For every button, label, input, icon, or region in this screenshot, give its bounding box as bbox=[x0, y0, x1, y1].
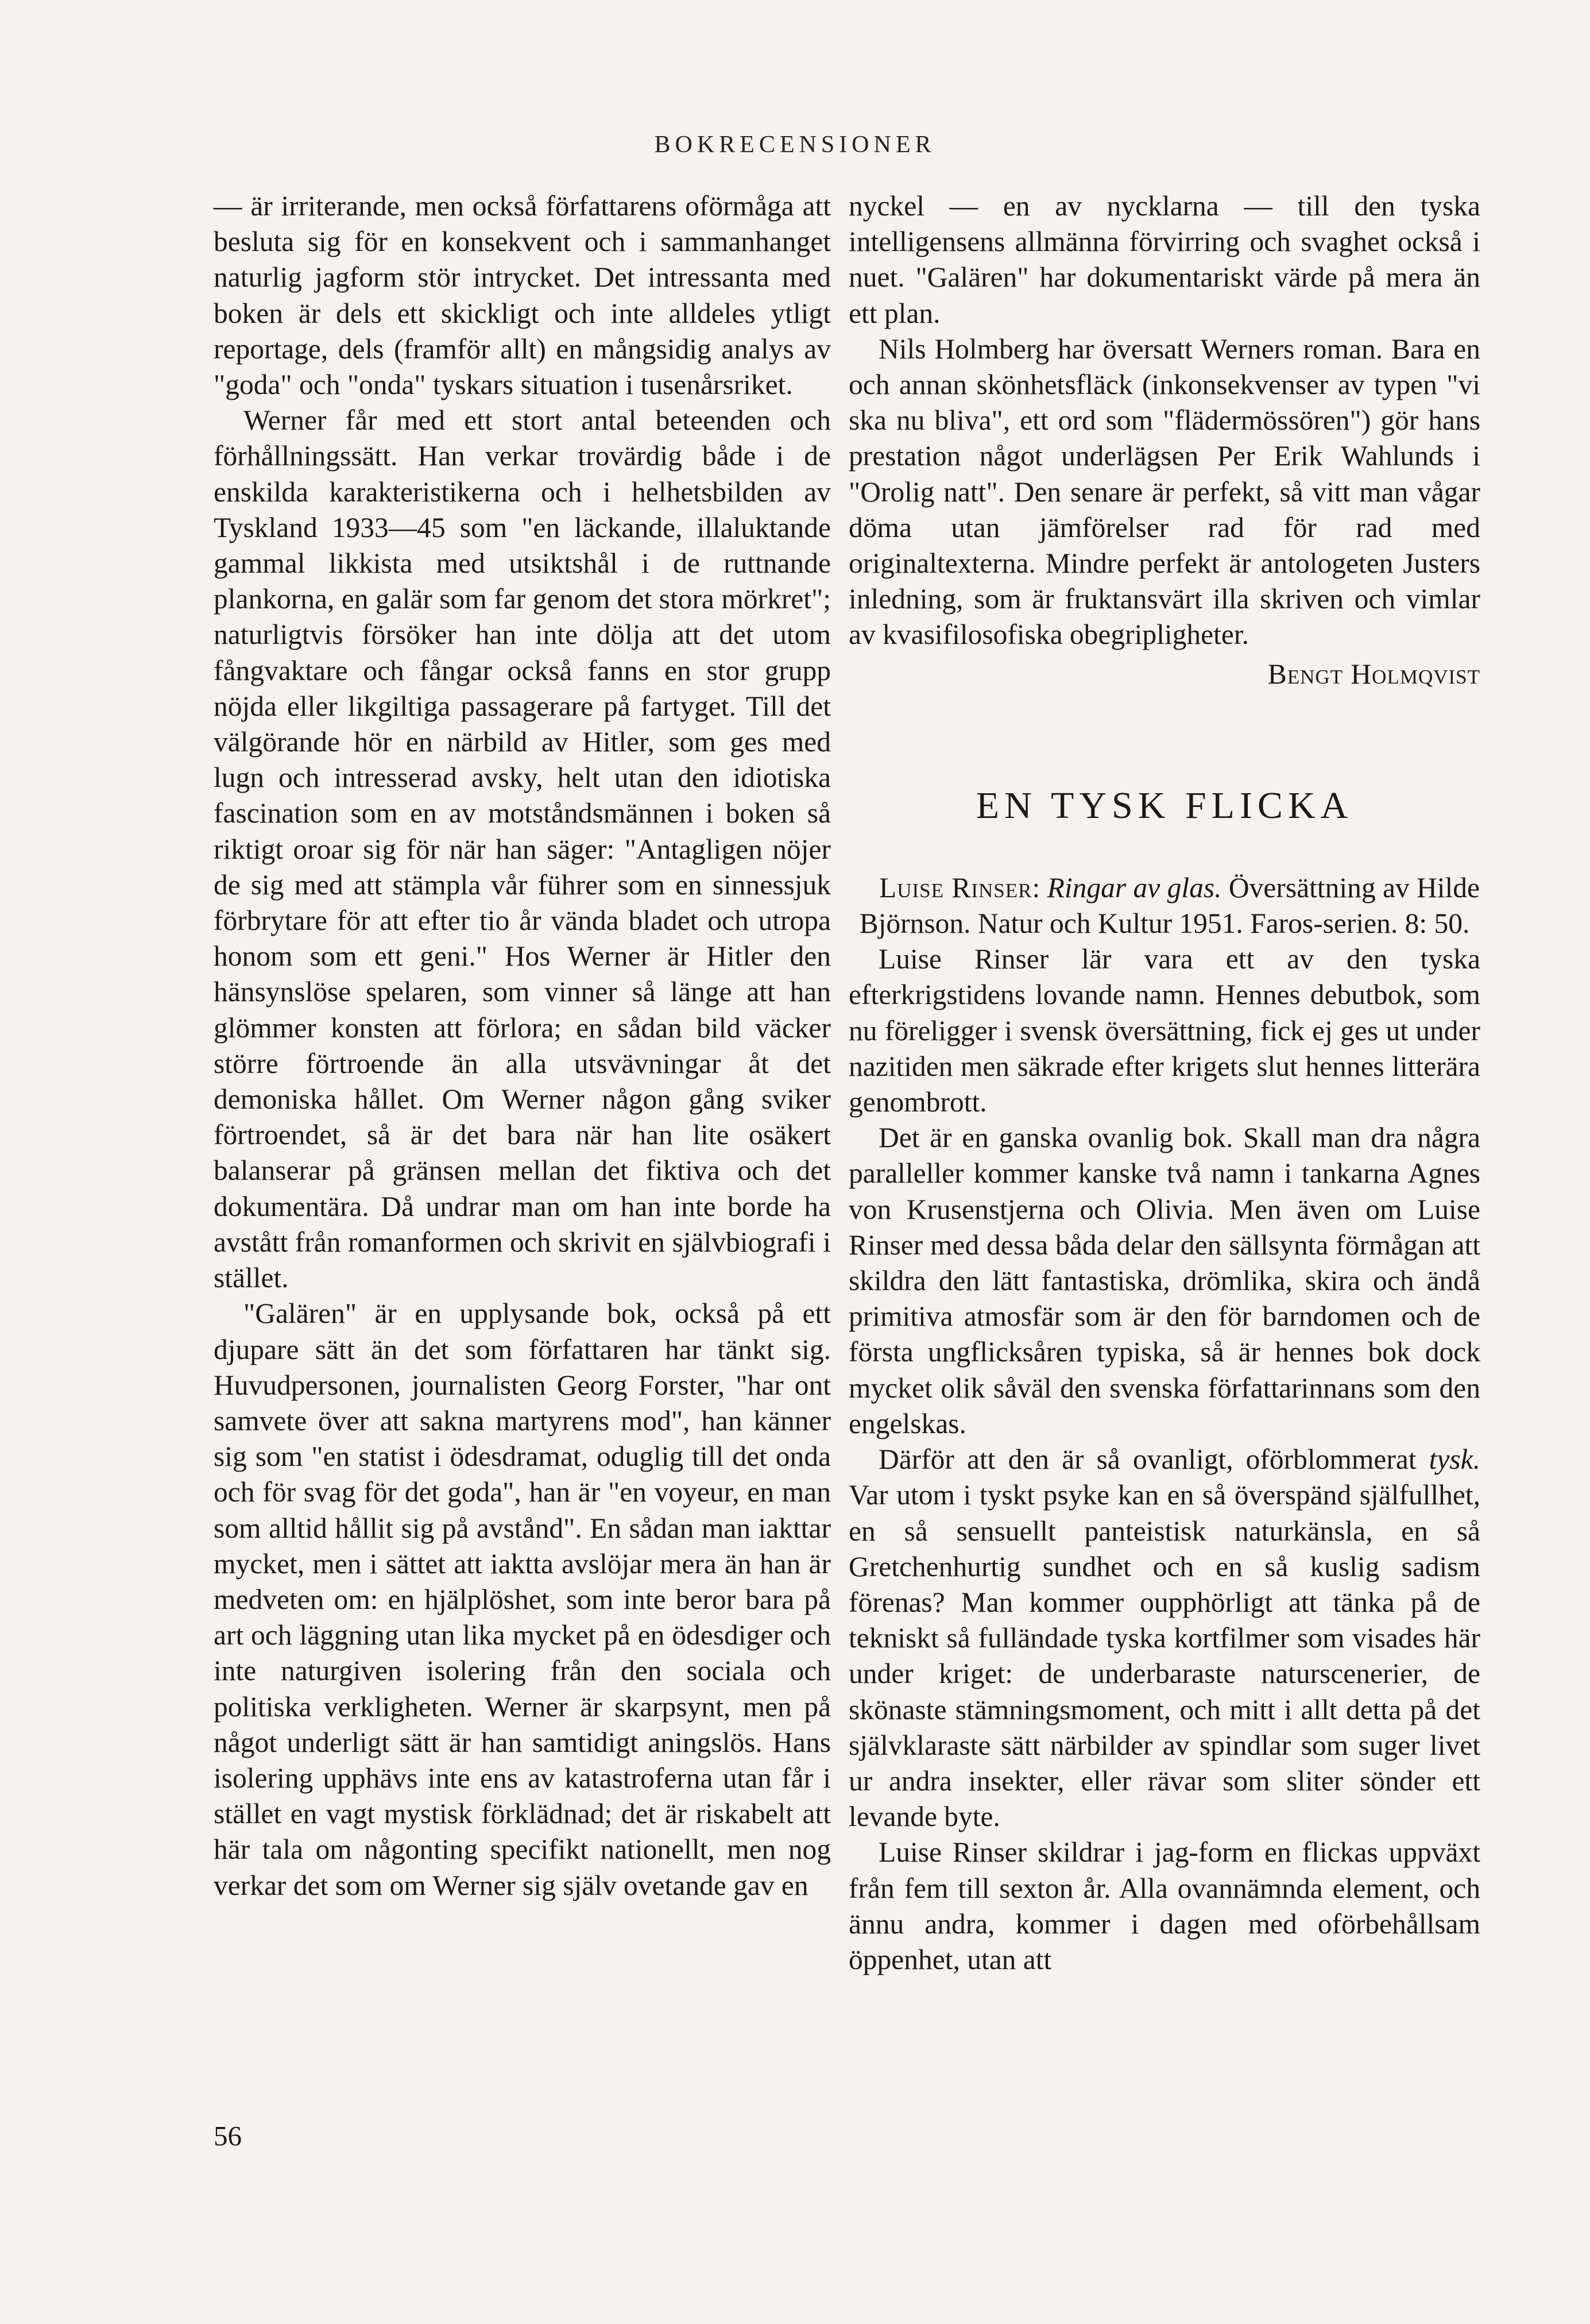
right-column bbox=[849, 188, 1480, 1978]
bib-details: Översättning av Hilde Björnson. Natur och Kultur 1951. Faros-serien. 8: 50. bbox=[859, 871, 1480, 940]
reviewer-signature: Bengt Holmqvist bbox=[1267, 658, 1480, 690]
bib-author: Luise Rinser bbox=[879, 871, 1032, 904]
right-paragraph-1: nyckel — en av nycklarna — till den tyska intelligensens allmänna förvirring och svaghet också i nuet. "Galären" har dokumentariskt värde på mera än ett plan. bbox=[849, 190, 1480, 329]
review-paragraph-2: Det är en ganska ovanlig bok. Skall man dra några paralleller kommer kanske två namn i tankarna Agnes von Krusenstjerna och Olivia. Men även om Luise Rinser med dessa båda delar den sällsynta förmågan att skildra den lätt fantastiska, drömlika, skira och ändå primitiva atmosfär som är den för barndomen och de första ungflicksåren typiska, så är hennes bok dock mycket olik såväl den svenska författarinnans som den engelskas. bbox=[849, 1122, 1480, 1439]
bib-title: Ringar av glas. bbox=[1047, 871, 1222, 904]
review-paragraph-3-after: Var utom i tyskt psyke kan en så överspänd själfullhet, en så sensuellt panteistisk naturkänsla, en så Gretchenhurtig sundhet och en så kuslig sadism förenas? Man kommer oupphörligt att tänka på de tekniskt så fulländade tyska kortfilmer som visades här under kriget: de underbaraste naturscenerier, de skönaste stämningsmoment, och mitt i allt detta på det självklaraste sätt närbilder av spindlar som suger livet ur andra insekter, eller rävar som sliter sönder ett levande byte. bbox=[849, 1479, 1480, 1833]
review-paragraph-3-emphasis: tysk. bbox=[1429, 1443, 1480, 1476]
left-paragraph-2: Werner får med ett stort antal beteenden och förhållningssätt. Han verkar trovärdig både i de enskilda karakteristikerna och i helhetsbilden av Tyskland 1933—45 som "en läckande, illaluktande gammal likkista med utsiktshål i de ruttnande plankorna, en galär som far genom det stora mörkret"; naturligtvis försöker han inte dölja att det utom fångvaktare och fångar också fanns en stor grupp nöjda eller likgiltiga passagerare på fartyget. Till det välgörande hör en närbild av Hitler, som ges med lugn och intresserad avsky, helt utan den idiotiska fascination som en av motståndsmännen i boken så riktigt oroar sig för när han säger: "Antagligen nöjer de sig med att stämpla vår führer som en sinnessjuk förbrytare för att efter tio år vända bladet och utropa honom som ett geni." Hos Werner är Hitler den hänsynslöse spelaren, som vinner så länge att han glömmer konsten att förlora; en sådan bild väcker större förtroende än alla utsvävningar åt det demoniska hållet. Om Werner någon gång sviker förtroendet, så är det bara när han lite osäkert balanserar på gränsen mellan det fiktiva och det dokumentära. Då undrar man om han inte borde ha avstått från romanformen och skrivit en självbiografi i stället. bbox=[214, 404, 831, 1294]
bibliography-entry bbox=[849, 870, 1480, 941]
page-number: 56 bbox=[214, 2120, 242, 2152]
review-paragraph-3 bbox=[849, 1442, 1480, 1835]
review-paragraph-4: Luise Rinser skildrar i jag-form en flickas uppväxt från fem till sexton år. Alla ovannämnda element, och ännu andra, kommer i dagen med oförbehållsam öppenhet, utan att bbox=[849, 1836, 1480, 1975]
left-paragraph-1: — är irriterande, men också författarens oförmåga att besluta sig för en konsekvent och i sammanhanget naturlig jagform stör intrycket. Det intressanta med boken är dels ett skickligt och inte alldeles ytligt reportage, dels (framför allt) en mångsidig analys av "goda" och "onda" tyskars situation i tusenårsriket. bbox=[214, 190, 831, 401]
bib-separator: : bbox=[1032, 871, 1047, 904]
left-paragraph-3: "Galären" är en upplysande bok, också på ett djupare sätt än det som författaren har tänkt sig. Huvudpersonen, journalisten Georg Forster, "har ont samvete över att sakna martyrens mod", han känner sig som "en statist i ödesdramat, oduglig till det onda och för svag för det goda", han är "en voyeur, en man som alltid hållit sig på avstånd". En sådan man iakttar mycket, men i sättet att iaktta avslöjar mera än han är medveten om: en hjälplöshet, som inte beror bara på art och läggning utan lika mycket på en ödesdiger och inte naturgiven isolering från den sociala och politiska verkligheten. Werner är skarpsynt, men på något underligt sätt är han samtidigt aningslös. Hans isolering upphävs inte ens av katastroferna utan får i stället en vagt mystisk förklädnad; det är riskabelt att här tala om någonting specifikt nationellt, men nog verkar det som om Werner sig själv ovetande gav en bbox=[214, 1298, 831, 1901]
review-paragraph-1: Luise Rinser lär vara ett av den tyska efterkrigstidens lovande namn. Hennes debutbok, som nu föreligger i svensk översättning, fick ej ges ut under nazitiden men säkrade efter krigets slut hennes litterära genombrott. bbox=[849, 943, 1480, 1118]
section-title: EN TYSK FLICKA bbox=[976, 784, 1353, 827]
left-column bbox=[214, 188, 831, 1904]
review-paragraph-3-before: Därför att den är så ovanligt, oförblommerat bbox=[879, 1443, 1429, 1476]
running-head: BOKRECENSIONER bbox=[654, 132, 936, 158]
right-paragraph-2: Nils Holmberg har översatt Werners roman. Bara en och annan skönhetsfläck (inkonsekvenser av typen "vi ska nu bliva", ett ord som "flädermössören") gör hans prestation något underlägsen Per Erik Wahlunds i "Orolig natt". Den senare är perfekt, så vitt man vågar döma utan jämförelser rad för rad med originaltexterna. Mindre perfekt är antologeten Justers inledning, som är fruktansvärt illa skriven och vimlar av kvasifilosofiska obegripligheter. bbox=[849, 333, 1480, 651]
